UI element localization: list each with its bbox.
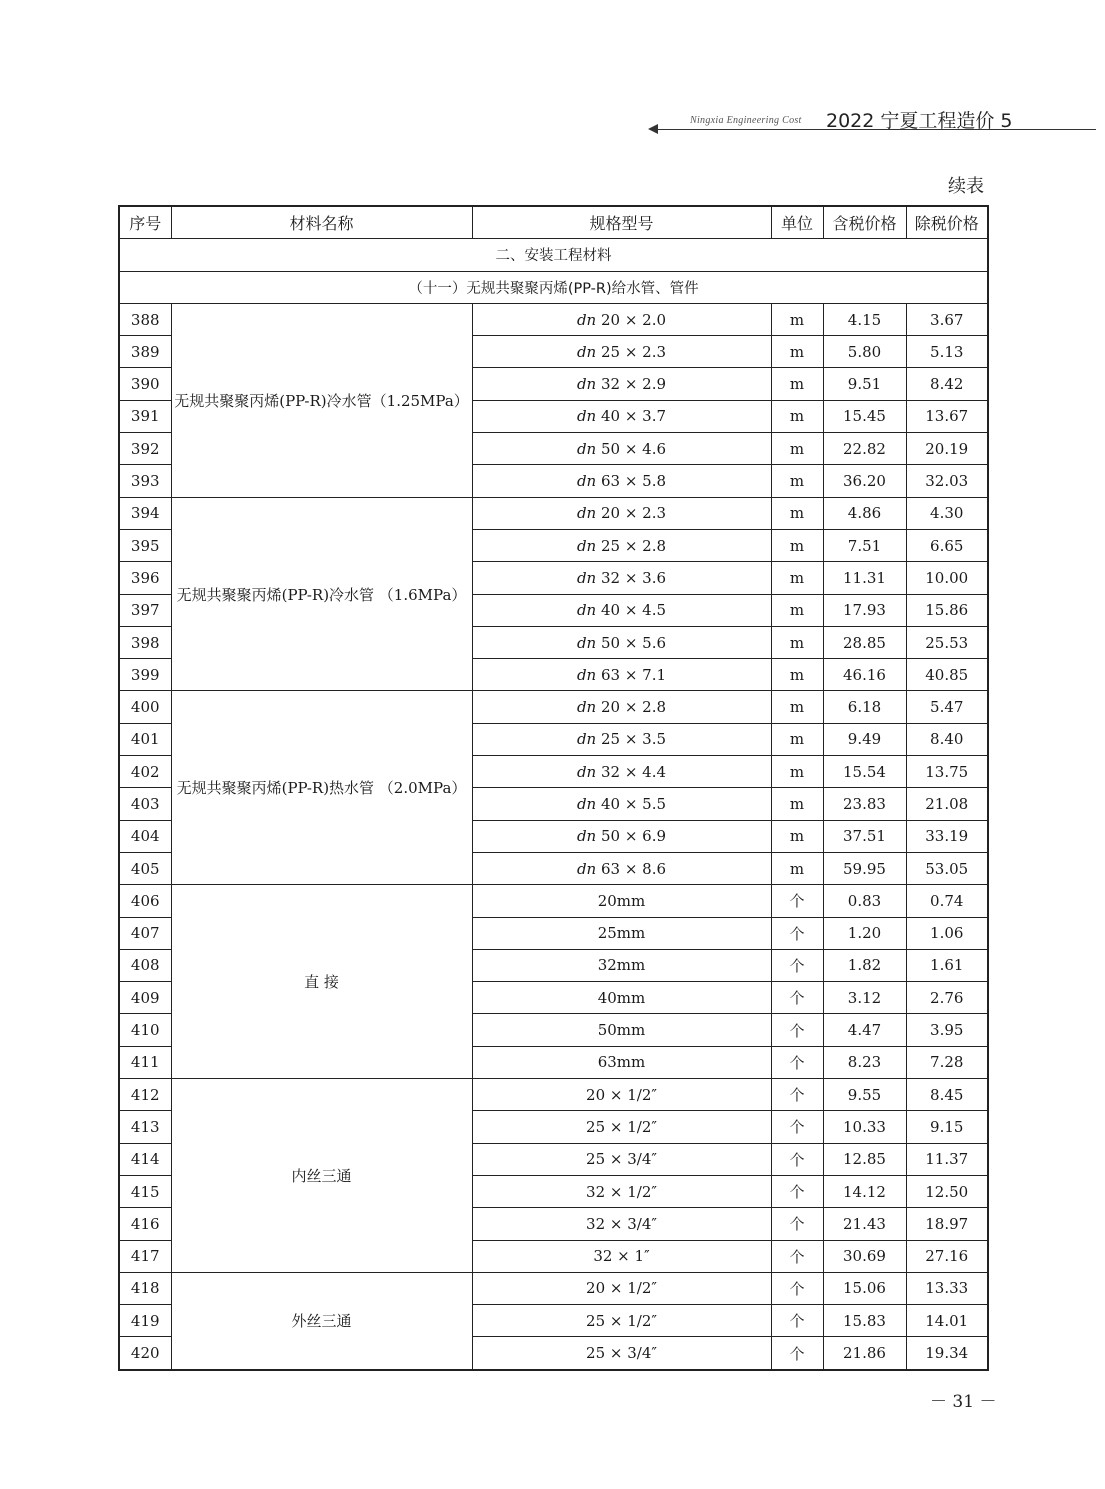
row-number: 415 <box>119 1175 171 1207</box>
row-number: 408 <box>119 949 171 981</box>
row-number: 418 <box>119 1272 171 1304</box>
unit: m <box>771 368 823 400</box>
material-name: 无规共聚聚丙烯(PP-R)热水管 （2.0MPa） <box>171 691 472 885</box>
unit: 个 <box>771 1305 823 1337</box>
spec-value: 32 × 2.9 <box>596 375 667 394</box>
row-number: 402 <box>119 756 171 788</box>
spec-prefix: dn <box>576 859 597 878</box>
unit: 个 <box>771 1208 823 1240</box>
notax-price: 19.34 <box>906 1337 988 1370</box>
row-number: 399 <box>119 659 171 691</box>
spec-cell <box>472 368 771 400</box>
spec-prefix: dn <box>576 504 597 523</box>
unit: m <box>771 433 823 465</box>
tax-price: 1.82 <box>823 949 906 981</box>
material-name: 无规共聚聚丙烯(PP-R)冷水管 （1.6MPa） <box>171 497 472 691</box>
tax-price: 10.33 <box>823 1111 906 1143</box>
tax-price: 21.43 <box>823 1208 906 1240</box>
tax-price: 5.80 <box>823 336 906 368</box>
spec-value: 50 × 6.9 <box>596 827 667 846</box>
notax-price: 13.67 <box>906 400 988 432</box>
notax-price: 25.53 <box>906 626 988 658</box>
table-row <box>119 1079 988 1111</box>
col-header-unit: 单位 <box>771 206 823 239</box>
notax-price: 18.97 <box>906 1208 988 1240</box>
spec-cell <box>472 626 771 658</box>
spec-cell <box>472 1337 771 1370</box>
row-number: 420 <box>119 1337 171 1370</box>
row-number: 403 <box>119 788 171 820</box>
spec-value: 32 × 3.6 <box>596 568 667 587</box>
spec-value: 20 × 2.3 <box>596 504 667 523</box>
spec-value: 32 × 4.4 <box>596 762 667 781</box>
spec-cell <box>472 594 771 626</box>
notax-price: 33.19 <box>906 820 988 852</box>
spec-prefix: dn <box>576 601 597 620</box>
unit: 个 <box>771 1337 823 1370</box>
notax-price: 13.33 <box>906 1272 988 1304</box>
col-header-name: 材料名称 <box>171 206 472 239</box>
subsection-title: （十一）无规共聚聚丙烯(PP-R)给水管、管件 <box>119 271 988 303</box>
tax-price: 22.82 <box>823 433 906 465</box>
notax-price: 7.28 <box>906 1046 988 1078</box>
tax-price: 15.06 <box>823 1272 906 1304</box>
spec-cell <box>472 433 771 465</box>
row-number: 419 <box>119 1305 171 1337</box>
spec-prefix: dn <box>576 827 597 846</box>
spec-cell <box>472 303 771 335</box>
row-number: 397 <box>119 594 171 626</box>
spec-value: 25 × 3.5 <box>596 730 667 749</box>
spec-value: 20mm <box>597 891 646 910</box>
tax-price: 37.51 <box>823 820 906 852</box>
tax-price: 6.18 <box>823 691 906 723</box>
tax-price: 11.31 <box>823 562 906 594</box>
spec-cell <box>472 788 771 820</box>
spec-cell <box>472 917 771 949</box>
row-number: 417 <box>119 1240 171 1272</box>
tax-price: 7.51 <box>823 529 906 561</box>
notax-price: 32.03 <box>906 465 988 497</box>
spec-value: 40mm <box>597 988 646 1007</box>
materials-price-table <box>118 205 989 1371</box>
spec-value: 25 × 2.8 <box>596 536 667 555</box>
spec-value: 63 × 7.1 <box>596 665 667 684</box>
notax-price: 6.65 <box>906 529 988 561</box>
notax-price: 4.30 <box>906 497 988 529</box>
tax-price: 12.85 <box>823 1143 906 1175</box>
unit: m <box>771 626 823 658</box>
spec-cell <box>472 982 771 1014</box>
notax-price: 27.16 <box>906 1240 988 1272</box>
unit: 个 <box>771 949 823 981</box>
row-number: 396 <box>119 562 171 594</box>
notax-price: 12.50 <box>906 1175 988 1207</box>
unit: m <box>771 820 823 852</box>
spec-cell <box>472 1240 771 1272</box>
spec-value: 20 × 2.0 <box>596 310 667 329</box>
spec-cell <box>472 852 771 884</box>
tax-price: 15.83 <box>823 1305 906 1337</box>
spec-value: 25mm <box>597 924 646 943</box>
spec-cell <box>472 1175 771 1207</box>
spec-value: 25 × 1/2″ <box>586 1311 657 1330</box>
table-row <box>119 885 988 917</box>
spec-prefix: dn <box>576 407 597 426</box>
spec-prefix: dn <box>576 342 597 361</box>
col-header-notax-price: 除税价格 <box>906 206 988 239</box>
tax-price: 59.95 <box>823 852 906 884</box>
row-number: 393 <box>119 465 171 497</box>
spec-value: 32mm <box>597 956 646 975</box>
row-number: 414 <box>119 1143 171 1175</box>
spec-prefix: dn <box>576 665 597 684</box>
spec-cell <box>472 1272 771 1304</box>
unit: 个 <box>771 1272 823 1304</box>
unit: m <box>771 691 823 723</box>
tax-price: 30.69 <box>823 1240 906 1272</box>
spec-cell <box>472 497 771 529</box>
spec-prefix: dn <box>576 633 597 652</box>
tax-price: 3.12 <box>823 982 906 1014</box>
tax-price: 14.12 <box>823 1175 906 1207</box>
continued-label: 续表 <box>948 176 984 197</box>
unit: 个 <box>771 1079 823 1111</box>
notax-price: 14.01 <box>906 1305 988 1337</box>
notax-price: 1.06 <box>906 917 988 949</box>
section-title: 二、安装工程材料 <box>119 239 988 271</box>
page-number: － 31 － <box>930 1392 997 1412</box>
tax-price: 4.15 <box>823 303 906 335</box>
spec-cell <box>472 949 771 981</box>
spec-value: 32 × 1″ <box>593 1247 650 1266</box>
tax-price: 4.86 <box>823 497 906 529</box>
notax-price: 21.08 <box>906 788 988 820</box>
spec-prefix: dn <box>576 375 597 394</box>
tax-price: 23.83 <box>823 788 906 820</box>
unit: 个 <box>771 1143 823 1175</box>
unit: m <box>771 594 823 626</box>
spec-value: 25 × 1/2″ <box>586 1117 657 1136</box>
spec-prefix: dn <box>576 310 597 329</box>
spec-cell <box>472 400 771 432</box>
spec-value: 63 × 5.8 <box>596 472 667 491</box>
notax-price: 10.00 <box>906 562 988 594</box>
section-row <box>119 239 988 271</box>
tax-price: 36.20 <box>823 465 906 497</box>
spec-cell <box>472 756 771 788</box>
tax-price: 17.93 <box>823 594 906 626</box>
tax-price: 46.16 <box>823 659 906 691</box>
spec-value: 50 × 4.6 <box>596 439 667 458</box>
tax-price: 15.54 <box>823 756 906 788</box>
row-number: 401 <box>119 723 171 755</box>
row-number: 400 <box>119 691 171 723</box>
col-header-no: 序号 <box>119 206 171 239</box>
tax-price: 28.85 <box>823 626 906 658</box>
spec-value: 40 × 3.7 <box>596 407 667 426</box>
notax-price: 3.67 <box>906 303 988 335</box>
spec-cell <box>472 562 771 594</box>
tax-price: 21.86 <box>823 1337 906 1370</box>
row-number: 407 <box>119 917 171 949</box>
tax-price: 9.49 <box>823 723 906 755</box>
row-number: 413 <box>119 1111 171 1143</box>
row-number: 392 <box>119 433 171 465</box>
spec-prefix: dn <box>576 794 597 813</box>
tax-price: 9.51 <box>823 368 906 400</box>
unit: m <box>771 465 823 497</box>
unit: m <box>771 788 823 820</box>
row-number: 412 <box>119 1079 171 1111</box>
unit: m <box>771 336 823 368</box>
spec-cell <box>472 1111 771 1143</box>
spec-value: 25 × 2.3 <box>596 342 667 361</box>
subsection-row <box>119 271 988 303</box>
spec-cell <box>472 1208 771 1240</box>
material-name: 外丝三通 <box>171 1272 472 1369</box>
spec-cell <box>472 659 771 691</box>
unit: m <box>771 723 823 755</box>
notax-price: 2.76 <box>906 982 988 1014</box>
notax-price: 8.42 <box>906 368 988 400</box>
row-number: 388 <box>119 303 171 335</box>
spec-cell <box>472 529 771 561</box>
row-number: 390 <box>119 368 171 400</box>
material-name: 无规共聚聚丙烯(PP-R)冷水管（1.25MPa） <box>171 303 472 497</box>
unit: m <box>771 659 823 691</box>
tax-price: 9.55 <box>823 1079 906 1111</box>
spec-value: 25 × 3/4″ <box>586 1150 657 1169</box>
tax-price: 15.45 <box>823 400 906 432</box>
unit: m <box>771 852 823 884</box>
spec-value: 20 × 1/2″ <box>586 1279 657 1298</box>
spec-prefix: dn <box>576 439 597 458</box>
row-number: 409 <box>119 982 171 1014</box>
unit: m <box>771 400 823 432</box>
unit: m <box>771 529 823 561</box>
spec-value: 32 × 1/2″ <box>586 1182 657 1201</box>
notax-price: 20.19 <box>906 433 988 465</box>
notax-price: 8.40 <box>906 723 988 755</box>
spec-cell <box>472 885 771 917</box>
spec-cell <box>472 1046 771 1078</box>
notax-price: 40.85 <box>906 659 988 691</box>
spec-cell <box>472 1143 771 1175</box>
unit: 个 <box>771 1014 823 1046</box>
spec-value: 20 × 2.8 <box>596 698 667 717</box>
spec-cell <box>472 1014 771 1046</box>
tax-price: 1.20 <box>823 917 906 949</box>
unit: m <box>771 562 823 594</box>
notax-price: 5.13 <box>906 336 988 368</box>
unit: m <box>771 303 823 335</box>
spec-value: 63mm <box>597 1053 646 1072</box>
spec-cell <box>472 691 771 723</box>
notax-price: 15.86 <box>906 594 988 626</box>
spec-cell <box>472 723 771 755</box>
notax-price: 5.47 <box>906 691 988 723</box>
row-number: 398 <box>119 626 171 658</box>
spec-prefix: dn <box>576 762 597 781</box>
spec-cell <box>472 820 771 852</box>
table-header-row <box>119 206 988 239</box>
spec-cell <box>472 465 771 497</box>
row-number: 405 <box>119 852 171 884</box>
notax-price: 3.95 <box>906 1014 988 1046</box>
spec-value: 50mm <box>597 1021 646 1040</box>
tax-price: 8.23 <box>823 1046 906 1078</box>
unit: 个 <box>771 982 823 1014</box>
spec-cell <box>472 1305 771 1337</box>
row-number: 391 <box>119 400 171 432</box>
unit: 个 <box>771 1240 823 1272</box>
notax-price: 53.05 <box>906 852 988 884</box>
notax-price: 1.61 <box>906 949 988 981</box>
spec-value: 63 × 8.6 <box>596 859 667 878</box>
material-name: 直 接 <box>171 885 472 1079</box>
spec-value: 40 × 4.5 <box>596 601 667 620</box>
notax-price: 0.74 <box>906 885 988 917</box>
notax-price: 13.75 <box>906 756 988 788</box>
spec-prefix: dn <box>576 568 597 587</box>
row-number: 394 <box>119 497 171 529</box>
material-name: 内丝三通 <box>171 1079 472 1273</box>
row-number: 406 <box>119 885 171 917</box>
spec-value: 40 × 5.5 <box>596 794 667 813</box>
row-number: 410 <box>119 1014 171 1046</box>
col-header-tax-price: 含税价格 <box>823 206 906 239</box>
journal-chinese-title: 2022 宁夏工程造价 5 <box>826 110 1013 132</box>
unit: 个 <box>771 1111 823 1143</box>
notax-price: 9.15 <box>906 1111 988 1143</box>
row-number: 416 <box>119 1208 171 1240</box>
spec-cell <box>472 1079 771 1111</box>
spec-prefix: dn <box>576 730 597 749</box>
unit: m <box>771 756 823 788</box>
spec-value: 50 × 5.6 <box>596 633 667 652</box>
tax-price: 4.47 <box>823 1014 906 1046</box>
unit: 个 <box>771 917 823 949</box>
table-row <box>119 691 988 723</box>
notax-price: 8.45 <box>906 1079 988 1111</box>
table-row <box>119 303 988 335</box>
unit: 个 <box>771 885 823 917</box>
page-header <box>0 0 1105 140</box>
journal-english-title: Ningxia Engineering Cost <box>690 115 802 126</box>
tax-price: 0.83 <box>823 885 906 917</box>
unit: m <box>771 497 823 529</box>
row-number: 411 <box>119 1046 171 1078</box>
row-number: 395 <box>119 529 171 561</box>
notax-price: 11.37 <box>906 1143 988 1175</box>
spec-value: 20 × 1/2″ <box>586 1085 657 1104</box>
row-number: 404 <box>119 820 171 852</box>
spec-cell <box>472 336 771 368</box>
spec-value: 25 × 3/4″ <box>586 1344 657 1363</box>
row-number: 389 <box>119 336 171 368</box>
spec-prefix: dn <box>576 536 597 555</box>
spec-value: 32 × 3/4″ <box>586 1214 657 1233</box>
spec-prefix: dn <box>576 698 597 717</box>
unit: 个 <box>771 1175 823 1207</box>
spec-prefix: dn <box>576 472 597 491</box>
col-header-spec: 规格型号 <box>472 206 771 239</box>
unit: 个 <box>771 1046 823 1078</box>
table-row <box>119 497 988 529</box>
table-row <box>119 1272 988 1304</box>
